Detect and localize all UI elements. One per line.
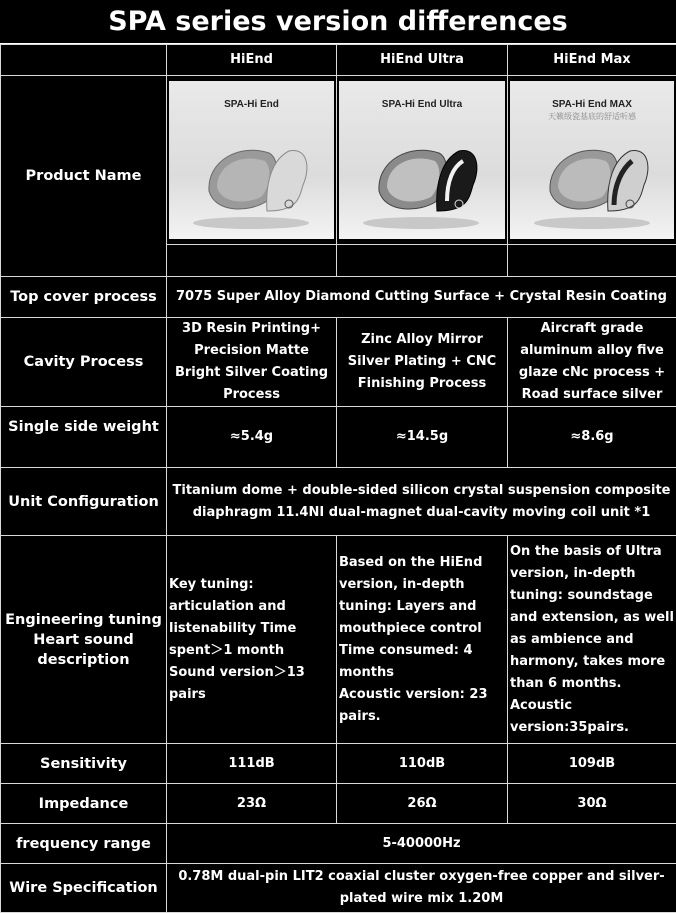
row-label-weight: Single side weight [1, 407, 167, 468]
row-label-wire: Wire Specification [1, 864, 167, 913]
product-image-hiend-max [510, 81, 674, 239]
product-image-cell [167, 76, 337, 245]
row-unit [1, 468, 676, 536]
row-cavity [1, 318, 676, 407]
product-image-cell [337, 76, 508, 245]
header-row [1, 45, 676, 76]
product-image-caption: SPA-Hi End Ultra [339, 99, 505, 111]
row-label-tuning: Engineering tuning Heart sound description [1, 536, 167, 744]
row-label-sensitivity: Sensitivity [1, 744, 167, 784]
earphone-graphic [169, 81, 334, 239]
product-image-hiend-ultra [339, 81, 505, 239]
header-empty [1, 45, 167, 76]
product-image-subcaption: 天籁级瓷基底的舒适听感 [510, 112, 674, 122]
tuning-value-hiend-max: On the basis of Ultra version, in-depth tuning: soundstage and extension, as well as ambience and harmony, takes more than 6 months. Acoustic version:35pairs. [508, 536, 676, 744]
page-title: SPA series version differences [0, 0, 676, 44]
impedance-value-hiend-ultra: 26Ω [337, 784, 508, 824]
empty-cell [167, 245, 337, 277]
earphone-graphic [339, 81, 505, 239]
weight-value-hiend-ultra: ≈14.5g [337, 407, 508, 468]
row-label-top-cover: Top cover process [1, 277, 167, 318]
column-header-hiend-ultra: HiEnd Ultra [337, 45, 508, 76]
cavity-value-hiend: 3D Resin Printing+ Precision Matte Bright Silver Coating Process [167, 318, 337, 407]
row-impedance [1, 784, 676, 824]
frequency-value: 5-40000Hz [167, 824, 676, 864]
column-header-hiend-max: HiEnd Max [508, 45, 676, 76]
row-label-cavity: Cavity Process [1, 318, 167, 407]
weight-value-hiend-max: ≈8.6g [508, 407, 676, 468]
sensitivity-value-hiend-max: 109dB [508, 744, 676, 784]
comparison-table [0, 44, 676, 913]
sensitivity-value-hiend-ultra: 110dB [337, 744, 508, 784]
row-wire [1, 864, 676, 913]
row-frequency [1, 824, 676, 864]
empty-cell [508, 245, 676, 277]
earphone-graphic [510, 81, 674, 239]
row-label-impedance: Impedance [1, 784, 167, 824]
tuning-value-hiend-ultra: Based on the HiEnd version, in-depth tuning: Layers and mouthpiece control Time consumed: 4 months Acoustic version: 23 pairs. [337, 536, 508, 744]
unit-value: Titanium dome + double-sided silicon crystal suspension composite diaphragm 11.4NI dual-magnet dual-cavity moving coil unit *1 [167, 468, 676, 536]
row-top-cover [1, 277, 676, 318]
sensitivity-value-hiend: 111dB [167, 744, 337, 784]
product-image-caption: SPA-Hi End MAX [510, 99, 674, 111]
product-image-caption: SPA-Hi End [169, 99, 334, 111]
weight-value-hiend: ≈5.4g [167, 407, 337, 468]
empty-cell [337, 245, 508, 277]
row-label-unit: Unit Configuration [1, 468, 167, 536]
row-label-frequency: frequency range [1, 824, 167, 864]
product-image-hiend [169, 81, 334, 239]
product-image-cell [508, 76, 676, 245]
product-image-row [1, 76, 676, 245]
row-label-product-name: Product Name [1, 76, 167, 277]
row-sensitivity [1, 744, 676, 784]
impedance-value-hiend: 23Ω [167, 784, 337, 824]
row-weight [1, 407, 676, 468]
cavity-value-hiend-ultra: Zinc Alloy Mirror Silver Plating + CNC Finishing Process [337, 318, 508, 407]
tuning-value-hiend: Key tuning: articulation and listenability Time spent＞1 month Sound version＞13 pairs [167, 536, 337, 744]
wire-value: 0.78M dual-pin LIT2 coaxial cluster oxygen-free copper and silver-plated wire mix 1.20M [167, 864, 676, 913]
column-header-hiend: HiEnd [167, 45, 337, 76]
top-cover-value: 7075 Super Alloy Diamond Cutting Surface + Crystal Resin Coating [167, 277, 676, 318]
impedance-value-hiend-max: 30Ω [508, 784, 676, 824]
cavity-value-hiend-max: Aircraft grade aluminum alloy five glaze cNc process + Road surface silver [508, 318, 676, 407]
row-tuning [1, 536, 676, 744]
